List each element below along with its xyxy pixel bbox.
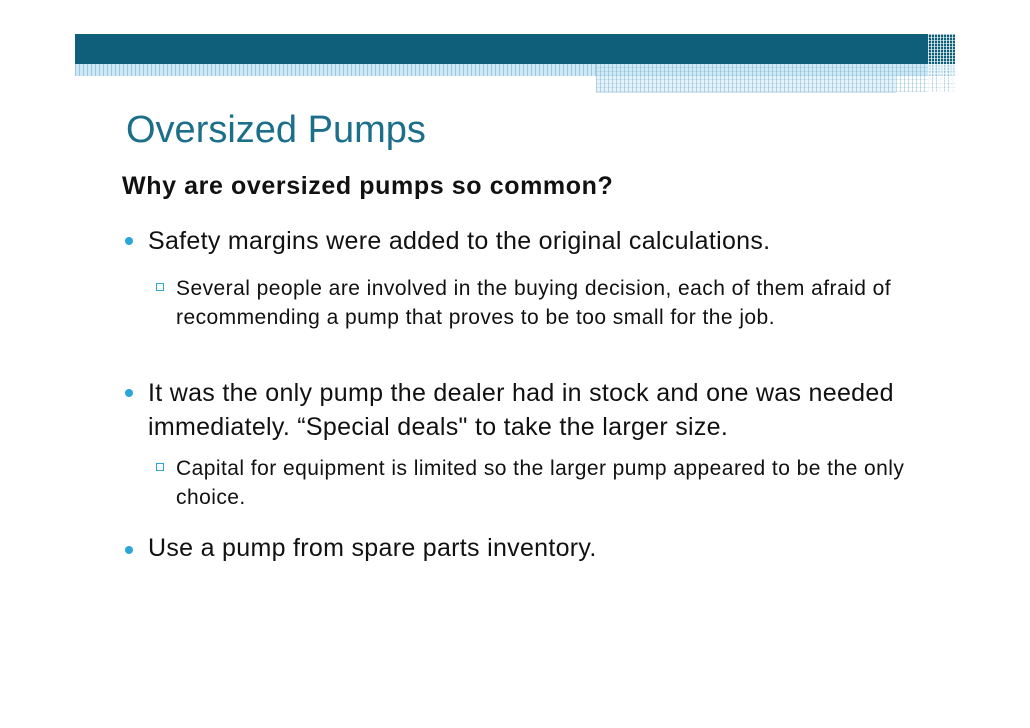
bullet-dot-icon bbox=[125, 237, 133, 245]
sub-bullet-text: Several people are involved in the buying decision, each of them afraid of recommending a pump that proves to be too small for the job. bbox=[176, 277, 892, 329]
header-grid-decoration bbox=[928, 34, 956, 92]
sub-bullet-text: Capital for equipment is limited so the larger pump appeared to be the only choice. bbox=[176, 457, 905, 509]
bullet-text: Use a pump from spare parts inventory. bbox=[148, 534, 597, 562]
header-bar bbox=[75, 34, 955, 64]
slide-subtitle: Why are oversized pumps so common? bbox=[122, 172, 614, 200]
header-pattern-right bbox=[596, 64, 955, 92]
bullet-text: It was the only pump the dealer had in stock and one was needed immediately. “Special deals" to take the larger size. bbox=[148, 379, 894, 441]
sub-bullet-square-icon bbox=[156, 463, 164, 471]
bullet-text: Safety margins were added to the original calculations. bbox=[148, 227, 771, 255]
header-pattern bbox=[0, 64, 1030, 92]
bullet-dot-icon bbox=[125, 389, 133, 397]
bullet-dot-icon bbox=[125, 546, 133, 554]
header-pattern-left bbox=[75, 64, 596, 76]
slide-title: Oversized Pumps bbox=[126, 109, 426, 151]
sub-bullet-square-icon bbox=[156, 283, 164, 291]
